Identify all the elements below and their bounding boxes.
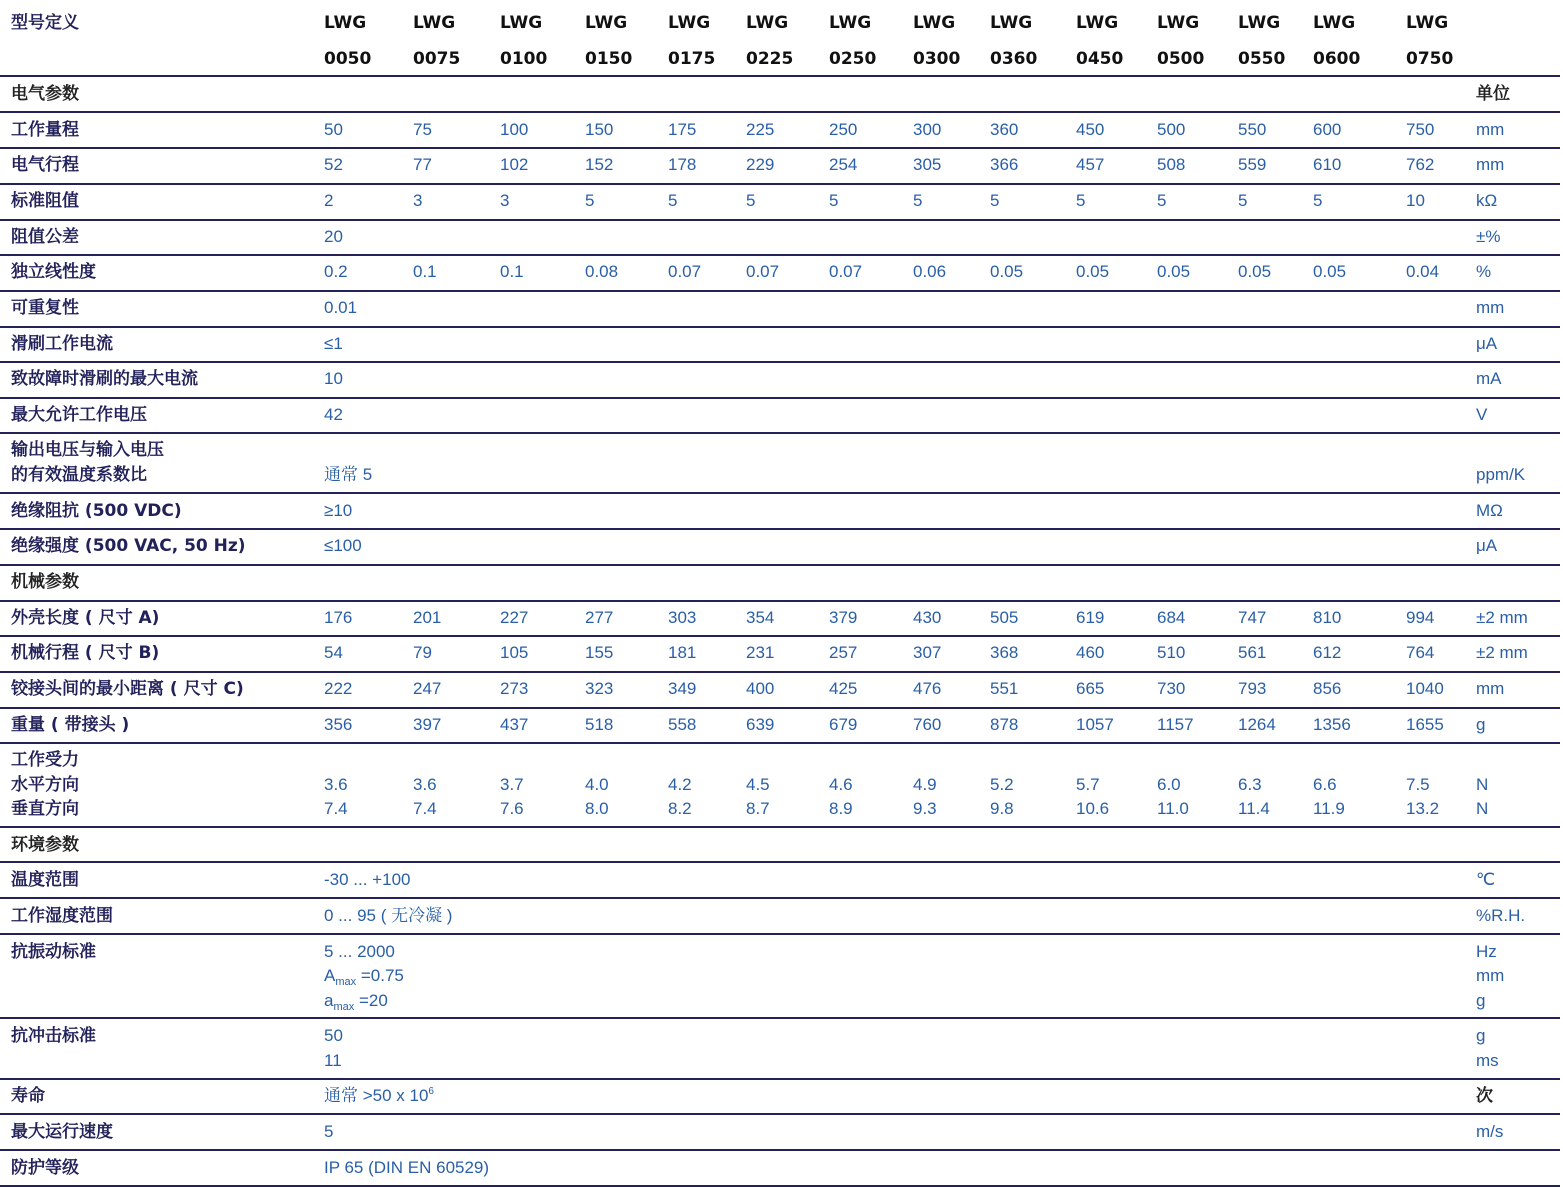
force-horizontal-value: 4.5 bbox=[746, 775, 770, 794]
param-value: 176 bbox=[324, 608, 353, 627]
param-value: 229 bbox=[746, 155, 775, 174]
param-value: 679 bbox=[829, 715, 858, 734]
shock-value-1: 50 bbox=[324, 1026, 343, 1045]
param-unit: kΩ bbox=[1476, 191, 1498, 210]
force-title: 工作受力 bbox=[11, 750, 79, 770]
param-value: 510 bbox=[1157, 643, 1186, 662]
param-label: 绝缘阻抗 (500 VDC) bbox=[11, 501, 182, 521]
param-value: 0.04 bbox=[1406, 262, 1440, 281]
param-value: 760 bbox=[913, 715, 942, 734]
param-label-line2: 的有效温度系数比 bbox=[11, 465, 147, 485]
table-divider bbox=[0, 1017, 1560, 1019]
model-code-prefix: LWG bbox=[990, 13, 1033, 33]
life-value: 通常 >50 x $10^6$ bbox=[324, 1086, 434, 1105]
param-value: 5 bbox=[1238, 191, 1248, 210]
param-value: 0.07 bbox=[746, 262, 780, 281]
param-value: 400 bbox=[746, 679, 775, 698]
param-label: 阻值公差 bbox=[11, 227, 79, 247]
section-mechanical: 机械参数 bbox=[11, 572, 79, 592]
speed-label: 最大运行速度 bbox=[11, 1122, 113, 1142]
force-horizontal-value: 6.6 bbox=[1313, 775, 1337, 794]
life-unit: 次 bbox=[1476, 1086, 1493, 1106]
protection-value: IP 65 (DIN EN 60529) bbox=[324, 1158, 490, 1177]
param-value: 349 bbox=[668, 679, 697, 698]
param-value: 通常 5 bbox=[324, 465, 373, 484]
param-value: 457 bbox=[1076, 155, 1105, 174]
vibration-label: 抗振动标准 bbox=[11, 942, 96, 962]
param-value: 102 bbox=[500, 155, 529, 174]
param-value: 1157 bbox=[1157, 715, 1194, 734]
param-value: 5 bbox=[829, 191, 839, 210]
force-vertical-value: 13.2 bbox=[1406, 799, 1440, 818]
param-value: 175 bbox=[668, 120, 697, 139]
force-horizontal-value: 4.0 bbox=[585, 775, 609, 794]
humidity-unit: %R.H. bbox=[1476, 906, 1526, 925]
param-label: 工作量程 bbox=[11, 120, 79, 140]
param-value: 600 bbox=[1313, 120, 1342, 139]
param-value: 0.05 bbox=[1157, 262, 1191, 281]
param-value: 5 bbox=[913, 191, 923, 210]
table-divider bbox=[0, 635, 1560, 637]
param-value: 619 bbox=[1076, 608, 1105, 627]
param-unit: mm bbox=[1476, 155, 1505, 174]
param-value: 460 bbox=[1076, 643, 1105, 662]
param-value: 0.1 bbox=[413, 262, 437, 281]
param-value: 508 bbox=[1157, 155, 1186, 174]
param-value: 356 bbox=[324, 715, 353, 734]
shock-value-2: 11 bbox=[324, 1051, 342, 1070]
param-value: 5 bbox=[746, 191, 756, 210]
model-code-prefix: LWG bbox=[1238, 13, 1281, 33]
param-value: 793 bbox=[1238, 679, 1267, 698]
table-divider bbox=[0, 528, 1560, 530]
table-divider bbox=[0, 432, 1560, 434]
table-divider bbox=[0, 326, 1560, 328]
param-value: 518 bbox=[585, 715, 614, 734]
force-vertical-value: 8.7 bbox=[746, 799, 770, 818]
param-value: ≥10 bbox=[324, 501, 353, 520]
param-value: 222 bbox=[324, 679, 353, 698]
temperature-value: -30 ... +100 bbox=[324, 870, 411, 889]
param-value: 994 bbox=[1406, 608, 1435, 627]
param-label-line1: 输出电压与输入电压 bbox=[11, 440, 164, 460]
param-value: 2 bbox=[324, 191, 334, 210]
table-divider bbox=[0, 290, 1560, 292]
table-divider bbox=[0, 1149, 1560, 1151]
param-unit: mA bbox=[1476, 369, 1502, 388]
model-code-number: 0225 bbox=[746, 49, 794, 69]
param-value: 810 bbox=[1313, 608, 1342, 627]
param-value: 0.2 bbox=[324, 262, 348, 281]
param-value: 5 bbox=[1313, 191, 1323, 210]
table-divider bbox=[0, 1078, 1560, 1080]
param-value: 762 bbox=[1406, 155, 1435, 174]
model-code-number: 0175 bbox=[668, 49, 716, 69]
param-value: 0.07 bbox=[829, 262, 863, 281]
param-unit: V bbox=[1476, 405, 1488, 424]
model-code-number: 0075 bbox=[413, 49, 461, 69]
model-code-number: 0600 bbox=[1313, 49, 1361, 69]
param-value: 52 bbox=[324, 155, 343, 174]
table-divider bbox=[0, 183, 1560, 185]
param-value: 366 bbox=[990, 155, 1019, 174]
param-value: 550 bbox=[1238, 120, 1267, 139]
param-unit: ±2 mm bbox=[1476, 643, 1528, 662]
param-value: 75 bbox=[413, 120, 432, 139]
param-value: 0.1 bbox=[500, 262, 524, 281]
param-unit: mm bbox=[1476, 679, 1505, 698]
param-value: 559 bbox=[1238, 155, 1267, 174]
param-label: 外壳长度 ( 尺寸 A) bbox=[11, 608, 160, 628]
param-label: 可重复性 bbox=[11, 298, 79, 318]
vibration-amax: $A_{max} =0.75$ bbox=[324, 966, 404, 988]
param-value: 397 bbox=[413, 715, 442, 734]
force-horizontal-unit: N bbox=[1476, 775, 1489, 794]
vibration-range: 5 ... 2000 bbox=[324, 942, 395, 961]
param-value: 77 bbox=[413, 155, 432, 174]
section-electrical: 电气参数 bbox=[11, 84, 79, 104]
table-divider bbox=[0, 826, 1560, 828]
param-value: 5 bbox=[1076, 191, 1086, 210]
protection-label: 防护等级 bbox=[11, 1158, 79, 1178]
param-value: 20 bbox=[324, 227, 343, 246]
param-value: 201 bbox=[413, 608, 442, 627]
force-horizontal-value: 4.6 bbox=[829, 775, 853, 794]
param-value: 5 bbox=[668, 191, 678, 210]
force-horizontal-value: 6.0 bbox=[1157, 775, 1181, 794]
param-value: 665 bbox=[1076, 679, 1105, 698]
param-value: 227 bbox=[500, 608, 529, 627]
model-code-prefix: LWG bbox=[1076, 13, 1119, 33]
param-value: 1264 bbox=[1238, 715, 1276, 734]
table-divider bbox=[0, 219, 1560, 221]
force-horizontal-value: 7.5 bbox=[1406, 775, 1430, 794]
param-unit: mm bbox=[1476, 298, 1505, 317]
param-value: 0.08 bbox=[585, 262, 619, 281]
temperature-label: 温度范围 bbox=[11, 870, 79, 890]
param-value: 247 bbox=[413, 679, 442, 698]
param-value: 225 bbox=[746, 120, 775, 139]
temperature-unit: ℃ bbox=[1476, 870, 1496, 889]
param-unit: % bbox=[1476, 262, 1492, 281]
param-value: 1057 bbox=[1076, 715, 1114, 734]
param-value: 0.05 bbox=[1238, 262, 1272, 281]
table-divider bbox=[0, 600, 1560, 602]
table-divider bbox=[0, 742, 1560, 744]
force-vertical-value: 8.2 bbox=[668, 799, 692, 818]
model-code-prefix: LWG bbox=[324, 13, 367, 33]
param-value: 610 bbox=[1313, 155, 1342, 174]
param-value: 152 bbox=[585, 155, 614, 174]
table-divider bbox=[0, 492, 1560, 494]
model-code-prefix: LWG bbox=[913, 13, 956, 33]
table-divider bbox=[0, 564, 1560, 566]
model-code-prefix: LWG bbox=[1157, 13, 1200, 33]
model-code-prefix: LWG bbox=[829, 13, 872, 33]
param-value: 425 bbox=[829, 679, 858, 698]
table-divider bbox=[0, 861, 1560, 863]
param-value: 155 bbox=[585, 643, 614, 662]
model-code-prefix: LWG bbox=[746, 13, 789, 33]
param-label: 独立线性度 bbox=[11, 262, 96, 282]
model-code-number: 0360 bbox=[990, 49, 1038, 69]
param-value: 1655 bbox=[1406, 715, 1444, 734]
shock-unit-g: g bbox=[1476, 1026, 1486, 1045]
param-value: 360 bbox=[990, 120, 1019, 139]
param-value: 750 bbox=[1406, 120, 1435, 139]
param-unit: ±2 mm bbox=[1476, 608, 1528, 627]
param-value: 257 bbox=[829, 643, 858, 662]
unit-column-header: 单位 bbox=[1476, 84, 1510, 104]
param-value: 79 bbox=[413, 643, 432, 662]
force-vertical-value: 9.8 bbox=[990, 799, 1014, 818]
model-code-number: 0300 bbox=[913, 49, 961, 69]
param-value: 561 bbox=[1238, 643, 1267, 662]
model-code-number: 0450 bbox=[1076, 49, 1124, 69]
param-value: 551 bbox=[990, 679, 1019, 698]
param-value: 878 bbox=[990, 715, 1019, 734]
param-value: 10 bbox=[324, 369, 343, 388]
force-horizontal-value: 4.2 bbox=[668, 775, 692, 794]
param-value: 250 bbox=[829, 120, 858, 139]
model-code-prefix: LWG bbox=[668, 13, 711, 33]
param-unit: ±% bbox=[1476, 227, 1501, 246]
table-divider bbox=[0, 1113, 1560, 1115]
model-definition-title: 型号定义 bbox=[11, 13, 79, 33]
param-value: 5 bbox=[1157, 191, 1167, 210]
force-horizontal-value: 3.7 bbox=[500, 775, 524, 794]
param-value: 730 bbox=[1157, 679, 1186, 698]
vibration-unit-g: g bbox=[1476, 991, 1486, 1010]
param-value: 305 bbox=[913, 155, 942, 174]
force-vertical-value: 9.3 bbox=[913, 799, 937, 818]
param-value: 307 bbox=[913, 643, 942, 662]
param-value: 505 bbox=[990, 608, 1019, 627]
model-code-number: 0750 bbox=[1406, 49, 1454, 69]
param-value: 0.05 bbox=[1313, 262, 1347, 281]
table-divider bbox=[0, 254, 1560, 256]
force-horizontal-value: 3.6 bbox=[324, 775, 348, 794]
shock-label: 抗冲击标准 bbox=[11, 1026, 96, 1046]
model-code-number: 0150 bbox=[585, 49, 633, 69]
param-value: 5 bbox=[990, 191, 1000, 210]
param-value: 354 bbox=[746, 608, 775, 627]
param-value: 379 bbox=[829, 608, 858, 627]
model-code-prefix: LWG bbox=[1313, 13, 1356, 33]
param-value: 612 bbox=[1313, 643, 1342, 662]
force-vertical-value: 7.6 bbox=[500, 799, 524, 818]
param-value: 254 bbox=[829, 155, 858, 174]
life-label: 寿命 bbox=[11, 1086, 45, 1106]
force-vertical-value: 10.6 bbox=[1076, 799, 1110, 818]
param-value: 684 bbox=[1157, 608, 1186, 627]
param-value: ≤100 bbox=[324, 536, 362, 555]
param-value: ≤1 bbox=[324, 334, 343, 353]
table-divider bbox=[0, 897, 1560, 899]
param-value: 300 bbox=[913, 120, 942, 139]
param-value: 856 bbox=[1313, 679, 1342, 698]
param-label: 标准阻值 bbox=[11, 191, 79, 211]
param-value: 368 bbox=[990, 643, 1019, 662]
vibration-unit-mm: mm bbox=[1476, 966, 1505, 985]
table-divider bbox=[0, 671, 1560, 673]
param-label: 重量 ( 带接头 ) bbox=[11, 715, 130, 735]
force-vertical-value: 8.0 bbox=[585, 799, 609, 818]
param-unit: μA bbox=[1476, 536, 1498, 555]
model-code-prefix: LWG bbox=[1406, 13, 1449, 33]
vibration-amax-accel: $a_{max} =20$ bbox=[324, 991, 388, 1013]
humidity-value: 0 ... 95 ( 无冷凝 ) bbox=[324, 906, 453, 925]
param-value: 273 bbox=[500, 679, 529, 698]
param-value: 10 bbox=[1406, 191, 1425, 210]
param-value: 558 bbox=[668, 715, 697, 734]
param-value: 1040 bbox=[1406, 679, 1444, 698]
model-code-number: 0100 bbox=[500, 49, 548, 69]
force-horizontal-label: 水平方向 bbox=[11, 775, 79, 795]
speed-value: 5 bbox=[324, 1122, 334, 1141]
param-unit: ppm/K bbox=[1476, 465, 1526, 484]
model-code-prefix: LWG bbox=[500, 13, 543, 33]
param-value: 430 bbox=[913, 608, 942, 627]
param-unit: mm bbox=[1476, 120, 1505, 139]
force-vertical-value: 8.9 bbox=[829, 799, 853, 818]
param-value: 231 bbox=[746, 643, 775, 662]
param-label: 致故障时滑刷的最大电流 bbox=[11, 369, 198, 389]
model-code-number: 0550 bbox=[1238, 49, 1286, 69]
param-label: 绝缘强度 (500 VAC, 50 Hz) bbox=[11, 536, 246, 556]
model-code-prefix: LWG bbox=[585, 13, 628, 33]
model-code-number: 0050 bbox=[324, 49, 372, 69]
param-value: 437 bbox=[500, 715, 529, 734]
force-horizontal-value: 3.6 bbox=[413, 775, 437, 794]
param-value: 764 bbox=[1406, 643, 1435, 662]
humidity-label: 工作湿度范围 bbox=[11, 906, 113, 926]
param-label: 机械行程 ( 尺寸 B) bbox=[11, 643, 160, 663]
speed-unit: m/s bbox=[1476, 1122, 1504, 1141]
vibration-unit-hz: Hz bbox=[1476, 942, 1497, 961]
param-unit: MΩ bbox=[1476, 501, 1503, 520]
param-label: 铰接头间的最小距离 ( 尺寸 C) bbox=[11, 679, 244, 699]
table-divider bbox=[0, 707, 1560, 709]
param-value: 450 bbox=[1076, 120, 1105, 139]
force-horizontal-value: 4.9 bbox=[913, 775, 937, 794]
param-value: 150 bbox=[585, 120, 614, 139]
force-vertical-value: 11.9 bbox=[1313, 799, 1345, 818]
force-horizontal-value: 6.3 bbox=[1238, 775, 1262, 794]
param-value: 42 bbox=[324, 405, 343, 424]
param-unit: g bbox=[1476, 715, 1486, 734]
table-divider bbox=[0, 75, 1560, 77]
param-label: 滑刷工作电流 bbox=[11, 334, 113, 354]
param-value: 54 bbox=[324, 643, 343, 662]
table-divider bbox=[0, 361, 1560, 363]
model-code-prefix: LWG bbox=[413, 13, 456, 33]
table-divider bbox=[0, 111, 1560, 113]
param-value: 100 bbox=[500, 120, 529, 139]
param-value: 105 bbox=[500, 643, 529, 662]
table-divider bbox=[0, 147, 1560, 149]
force-vertical-value: 11.0 bbox=[1157, 799, 1189, 818]
param-label: 电气行程 bbox=[11, 155, 79, 175]
param-value: 0.01 bbox=[324, 298, 358, 317]
param-value: 500 bbox=[1157, 120, 1186, 139]
param-value: 0.05 bbox=[1076, 262, 1110, 281]
force-horizontal-value: 5.7 bbox=[1076, 775, 1100, 794]
force-horizontal-value: 5.2 bbox=[990, 775, 1014, 794]
param-label: 最大允许工作电压 bbox=[11, 405, 147, 425]
param-value: 639 bbox=[746, 715, 775, 734]
shock-unit-ms: ms bbox=[1476, 1051, 1499, 1070]
param-value: 277 bbox=[585, 608, 614, 627]
param-value: 747 bbox=[1238, 608, 1267, 627]
param-value: 323 bbox=[585, 679, 614, 698]
param-value: 0.06 bbox=[913, 262, 947, 281]
force-vertical-unit: N bbox=[1476, 799, 1489, 818]
force-vertical-value: 7.4 bbox=[324, 799, 348, 818]
param-value: 3 bbox=[413, 191, 423, 210]
param-value: 0.07 bbox=[668, 262, 702, 281]
param-value: 50 bbox=[324, 120, 343, 139]
param-value: 3 bbox=[500, 191, 510, 210]
param-value: 303 bbox=[668, 608, 697, 627]
param-value: 0.05 bbox=[990, 262, 1024, 281]
param-value: 5 bbox=[585, 191, 595, 210]
param-value: 178 bbox=[668, 155, 697, 174]
force-vertical-value: 7.4 bbox=[413, 799, 437, 818]
param-value: 181 bbox=[668, 643, 697, 662]
table-divider bbox=[0, 933, 1560, 935]
force-vertical-value: 11.4 bbox=[1238, 799, 1270, 818]
force-vertical-label: 垂直方向 bbox=[11, 799, 79, 819]
model-code-number: 0500 bbox=[1157, 49, 1205, 69]
param-value: 476 bbox=[913, 679, 942, 698]
param-unit: μA bbox=[1476, 334, 1498, 353]
table-divider bbox=[0, 397, 1560, 399]
model-code-number: 0250 bbox=[829, 49, 877, 69]
param-value: 1356 bbox=[1313, 715, 1351, 734]
section-environmental: 环境参数 bbox=[11, 835, 79, 855]
